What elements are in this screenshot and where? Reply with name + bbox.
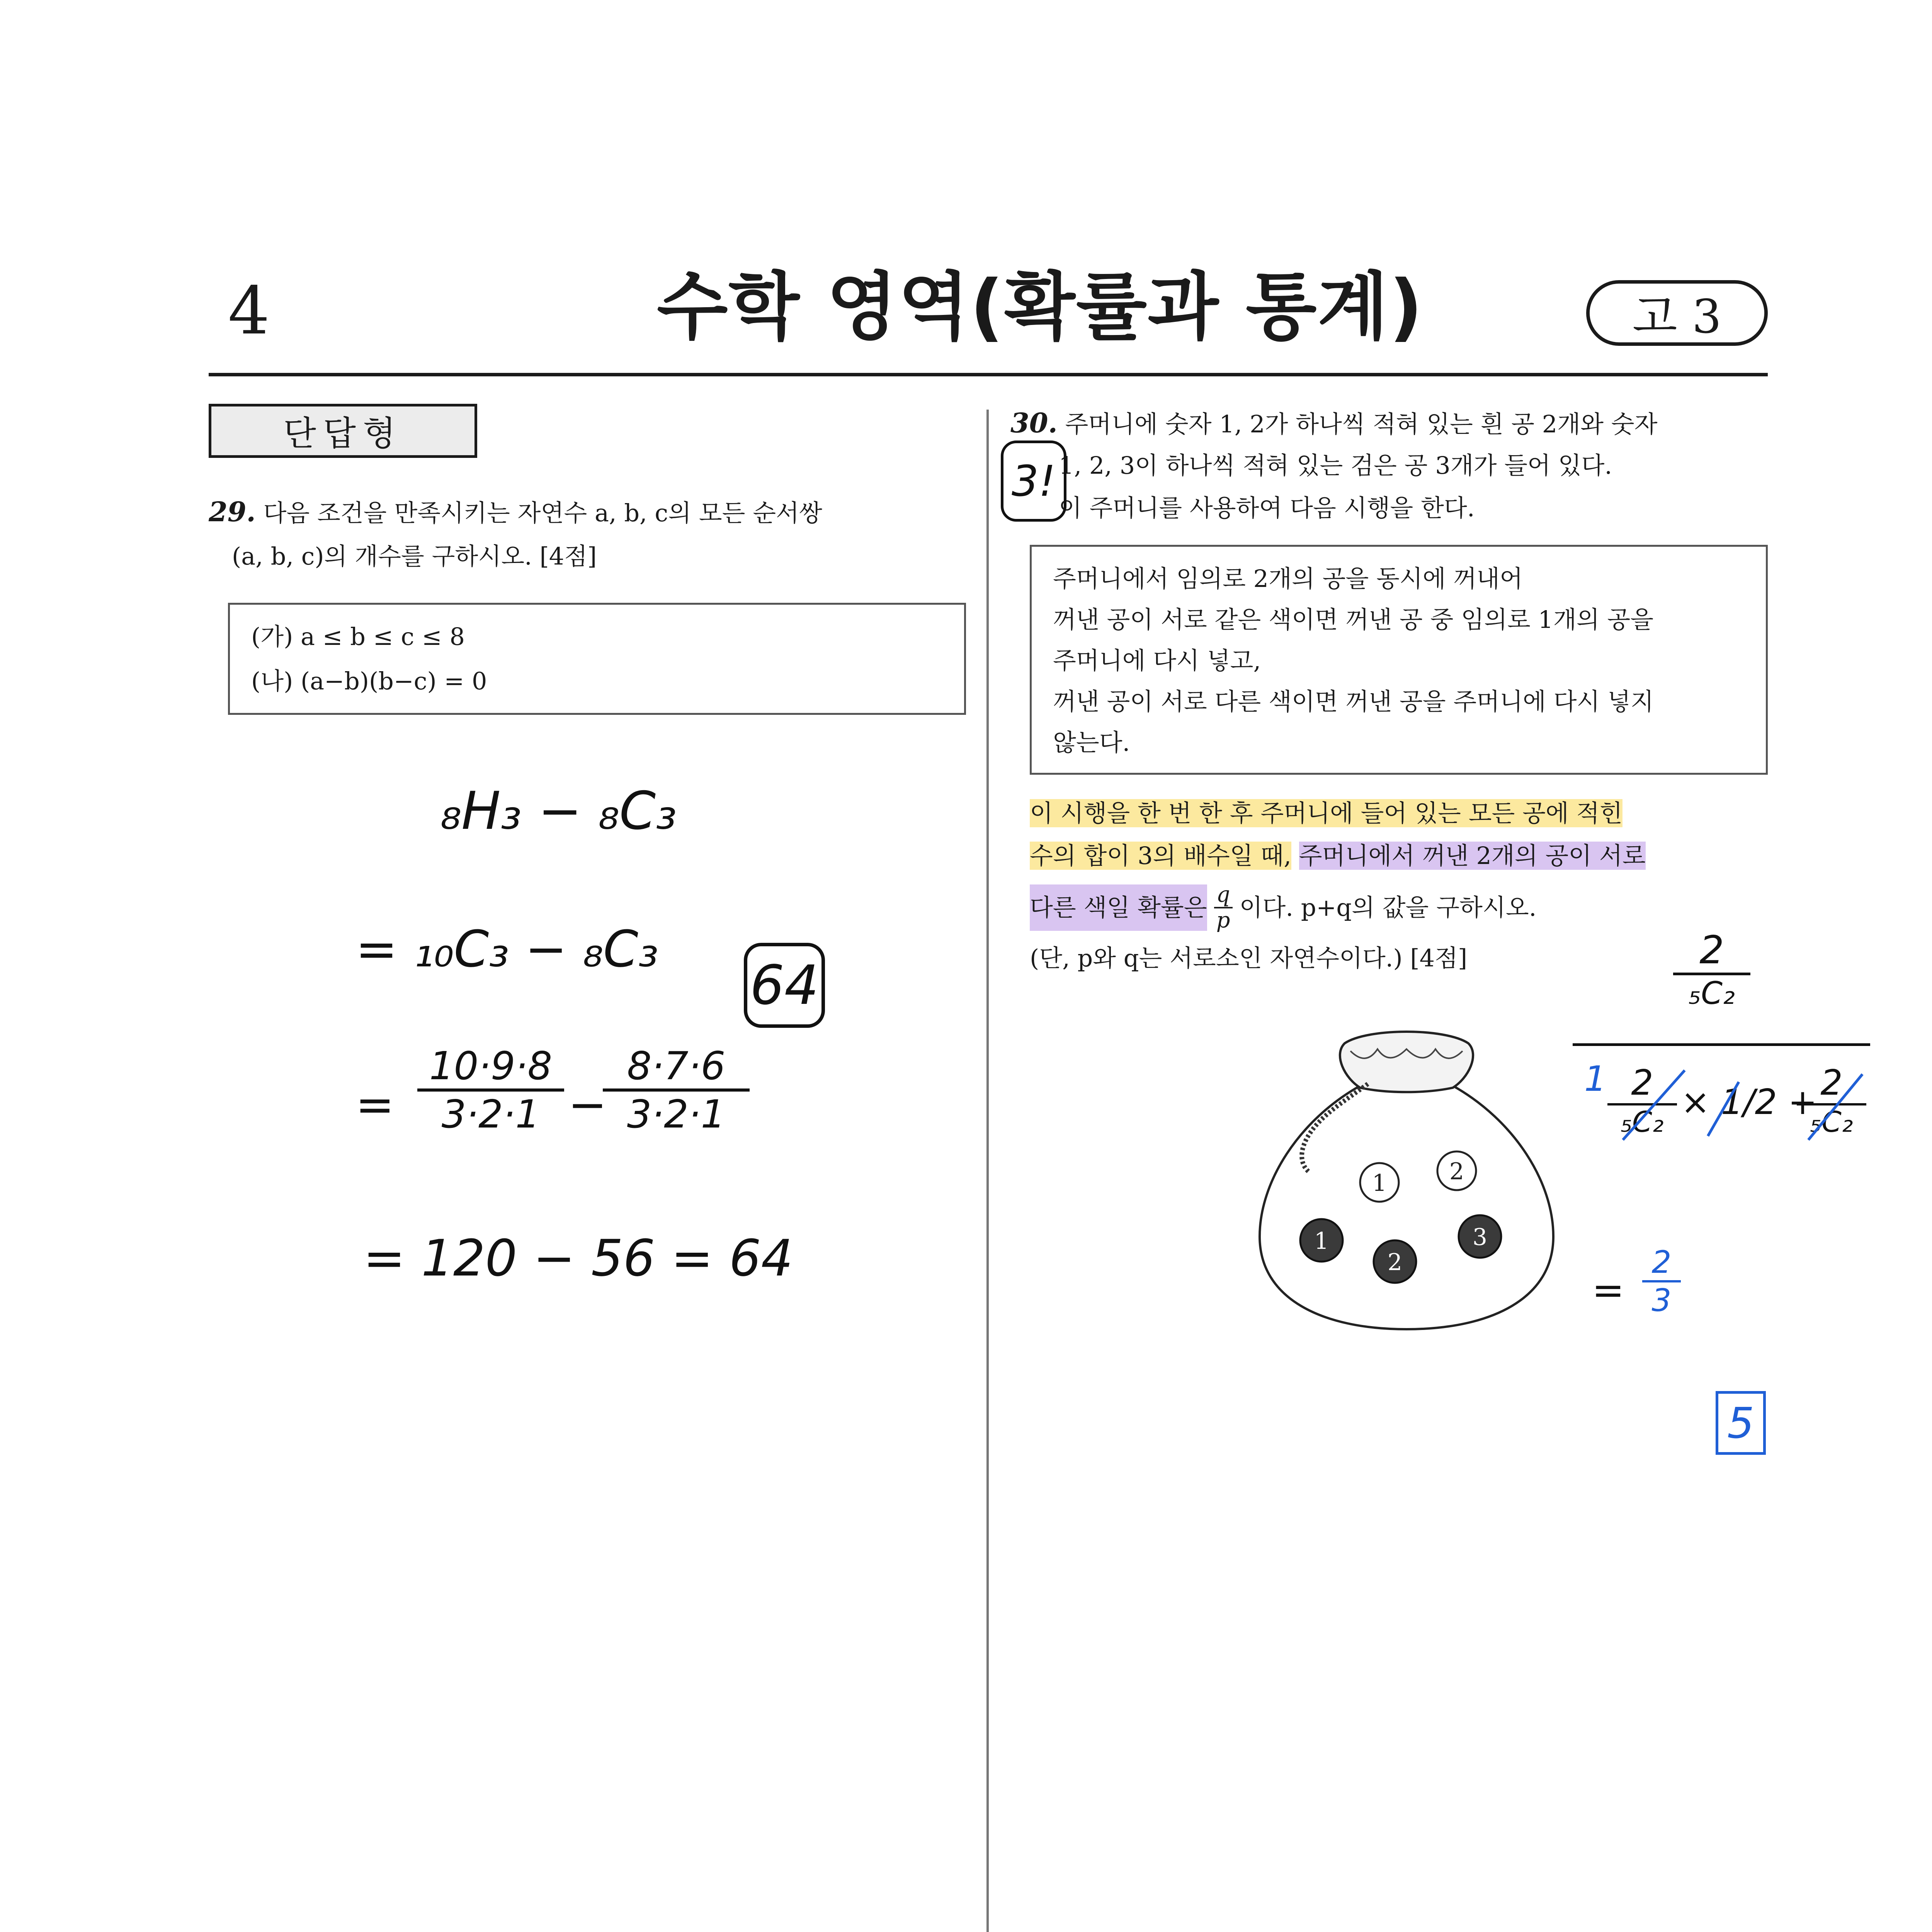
- svg-text:1: 1: [1314, 1228, 1329, 1255]
- q30-work-top-num: 2: [1699, 927, 1724, 973]
- page-title: 수학 영역(확률과 통계): [657, 264, 1423, 350]
- q30-procedure-line5: 않는다.: [1053, 728, 1130, 757]
- svg-text:2: 2: [1449, 1158, 1464, 1185]
- q29-text1: 다음 조건을 만족시키는 자연수 a, b, c의 모든 순서쌍: [263, 499, 822, 527]
- page-number: 4: [228, 273, 270, 349]
- q30-work-prefix: 1: [1584, 1059, 1607, 1099]
- q30-work-top-den: ₅C₂: [1673, 973, 1750, 1011]
- svg-text:3: 3: [1472, 1224, 1488, 1251]
- q30-procedure-line4: 꺼낸 공이 서로 다른 색이면 꺼낸 공을 주머니에 다시 넣지: [1053, 687, 1654, 716]
- q30-work-main-bar: [1573, 1043, 1870, 1046]
- q30-bag-illustration: [1252, 1020, 1561, 1345]
- q29-condition-a: (가) a ≤ b ≤ c ≤ 8: [251, 622, 465, 651]
- bag-body: [1260, 1086, 1553, 1329]
- q30-note: (단, p와 q는 서로소인 자연수이다.) [4점]: [1030, 944, 1468, 972]
- q30-margin-note: 3!: [1001, 440, 1066, 522]
- column-divider: [986, 410, 989, 1932]
- q30-answer: 5: [1716, 1391, 1766, 1455]
- white-ball-1: [1360, 1163, 1399, 1202]
- svg-text:2: 2: [1387, 1249, 1403, 1276]
- q29-condition-box: [228, 603, 966, 715]
- black-ball-1: [1300, 1219, 1343, 1262]
- q30-work-times: × 1/2 +: [1681, 1082, 1817, 1122]
- q29-work-frac2-den: 3·2·1: [603, 1088, 750, 1137]
- black-ball-3: [1459, 1215, 1501, 1258]
- q30-work-result-den: 3: [1642, 1280, 1681, 1318]
- bag-neck: [1340, 1032, 1473, 1092]
- q30-procedure-box: [1030, 545, 1768, 775]
- q30-question-end: 이다. p+q의 값을 구하시오.: [1239, 893, 1537, 922]
- q29-work-frac1-den: 3·2·1: [417, 1088, 564, 1137]
- q30-highlight-yellow-1: 이 시행을 한 번 한 후 주머니에 들어 있는 모든 공에 적힌: [1030, 799, 1623, 827]
- q29-work-frac1: [417, 1043, 564, 1137]
- q30-fraction-num: q: [1214, 883, 1233, 908]
- q30-procedure-line2: 꺼낸 공이 서로 같은 색이면 꺼낸 공 중 임의로 1개의 공을: [1053, 605, 1654, 634]
- q30-line3: 이 주머니를 사용하여 다음 시행을 한다.: [1059, 494, 1475, 522]
- q29-line1: [209, 489, 822, 536]
- q29-work-frac2-num: 8·7·6: [627, 1043, 726, 1088]
- section-label: 단답형: [209, 404, 477, 458]
- q29-work-line4: = 120 − 56 = 64: [363, 1229, 793, 1287]
- q30-question-line2: [1030, 833, 1646, 879]
- q30-work-result-frac: [1642, 1244, 1681, 1318]
- q30-work-right-num: 2: [1820, 1063, 1843, 1103]
- white-ball-2: [1437, 1151, 1476, 1190]
- black-ball-2: [1374, 1240, 1416, 1283]
- header-rule: [209, 373, 1768, 376]
- q30-text1: 주머니에 숫자 1, 2가 하나씩 적혀 있는 흰 공 2개와 숫자: [1065, 410, 1658, 438]
- q29-work-line2: = ₁₀C₃ − ₈C₃: [355, 920, 658, 978]
- q30-fraction: [1214, 883, 1233, 932]
- q29-work-frac1-num: 10·9·8: [429, 1043, 553, 1088]
- q29-line2: (a, b, c)의 개수를 구하시오. [4점]: [232, 542, 597, 570]
- q30-highlight-yellow-2: 수의 합이 3의 배수일 때,: [1030, 842, 1292, 870]
- svg-text:1: 1: [1372, 1170, 1387, 1197]
- grade-badge: 고 3: [1586, 280, 1768, 346]
- q30-work-equals: =: [1592, 1267, 1624, 1313]
- q30-procedure-line1: 주머니에서 임의로 2개의 공을 동시에 꺼내어: [1053, 565, 1523, 593]
- q29-work-line1: ₈H₃ − ₈C₃: [440, 781, 677, 841]
- q30-work-top-frac: [1673, 927, 1750, 1011]
- q30-line2: 1, 2, 3이 하나씩 적혀 있는 검은 공 3개가 들어 있다.: [1059, 451, 1612, 480]
- q29-work-eq3: =: [355, 1078, 395, 1132]
- q30-work-left-num: 2: [1631, 1063, 1653, 1103]
- q30-work-right-den: ₅C₂: [1797, 1103, 1866, 1139]
- q29-number: 29.: [209, 496, 256, 528]
- q30-work-result-num: 2: [1651, 1244, 1672, 1280]
- q30-number: 30.: [1010, 407, 1058, 439]
- q30-highlight-purple-1: 주머니에서 꺼낸 2개의 공이 서로: [1299, 842, 1646, 870]
- q30-line1: [1010, 400, 1657, 447]
- q30-question-line1: [1030, 790, 1622, 837]
- q30-fraction-den: p: [1216, 908, 1230, 933]
- q30-question-line3: [1030, 883, 1536, 932]
- q30-work-left-den: ₅C₂: [1607, 1103, 1677, 1139]
- q29-condition-b: (나) (a−b)(b−c) = 0: [251, 667, 487, 695]
- q29-work-frac2: [603, 1043, 750, 1137]
- q29-work-minus: −: [568, 1078, 607, 1132]
- q30-procedure-line3: 주머니에 다시 넣고,: [1053, 646, 1261, 675]
- q30-work-cancel-marks: [1607, 1059, 1870, 1148]
- q29-answer: 64: [744, 943, 825, 1028]
- q30-highlight-purple-2: 다른 색일 확률은: [1030, 884, 1207, 931]
